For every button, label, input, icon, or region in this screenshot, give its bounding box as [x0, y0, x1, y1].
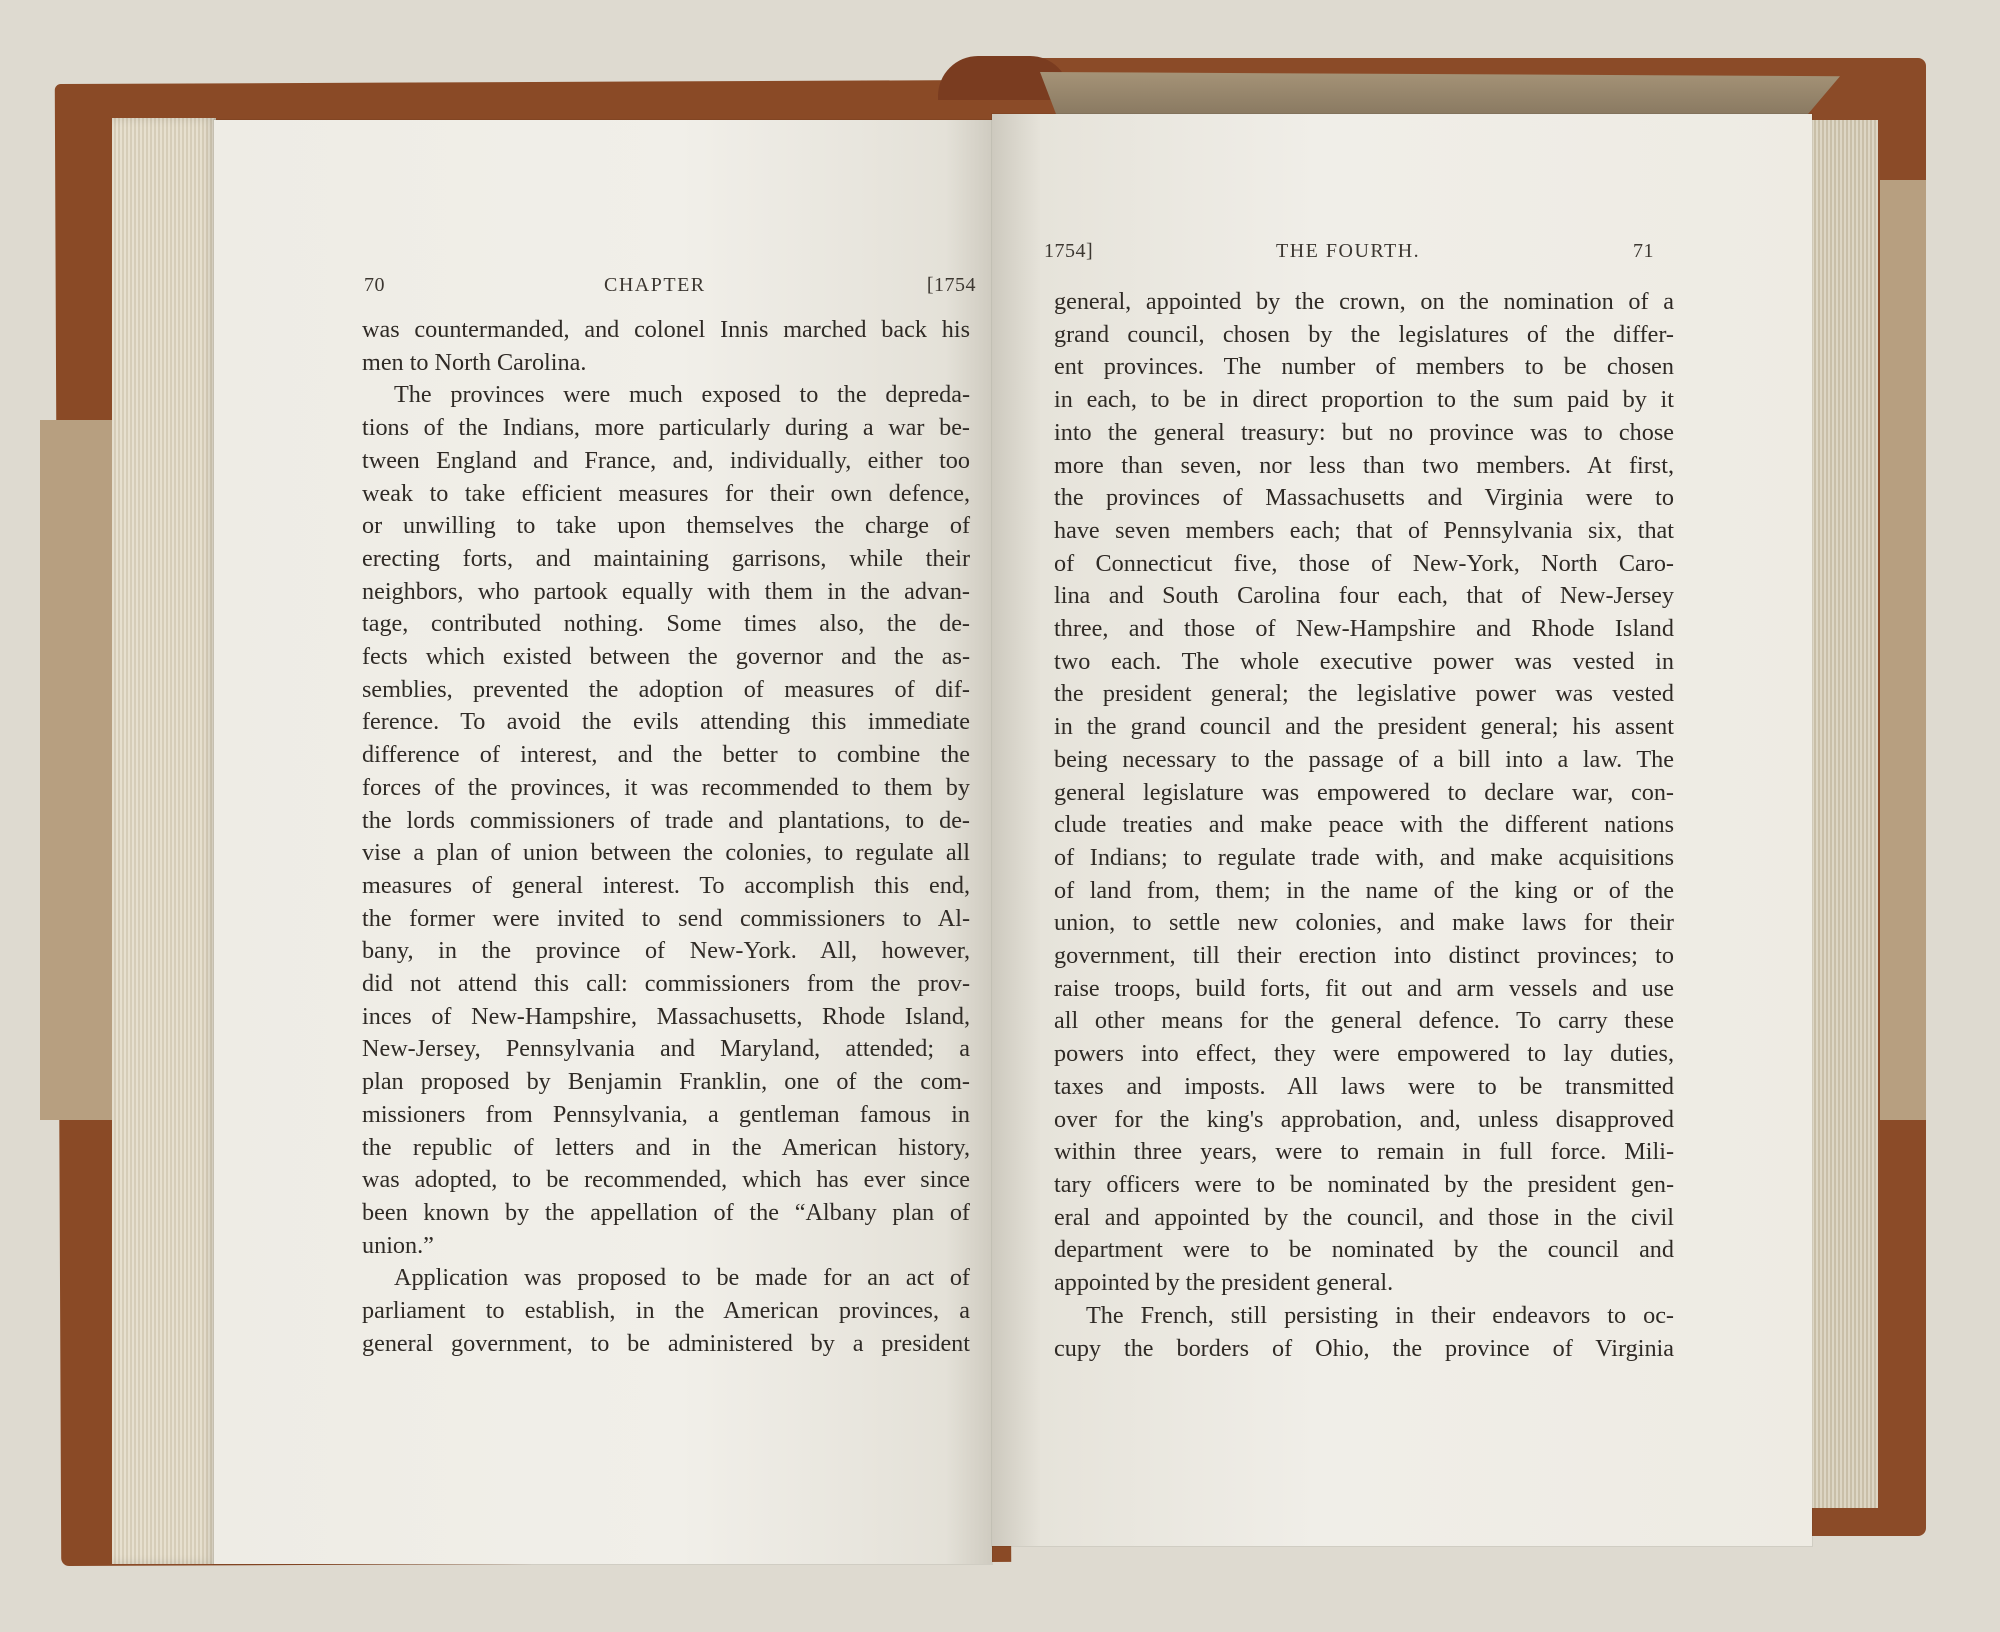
text-line: being necessary to the passage of a bill into a law. The — [1054, 745, 1674, 773]
text-line: ference. To avoid the evils attending this immediate — [362, 708, 970, 736]
text-line: general government, to be administered by a president — [362, 1329, 970, 1357]
right-page-number: 71 — [1633, 240, 1654, 262]
text-line: been known by the appellation of the “Albany plan of — [362, 1198, 970, 1226]
text-line: tage, contributed nothing. Some times also, the de- — [362, 610, 970, 638]
text-line: appointed by the president general. — [1054, 1269, 1394, 1297]
text-line: the former were invited to send commissioners to Al- — [362, 904, 970, 932]
text-line: inces of New-Hampshire, Massachusetts, Rhode Island, — [362, 1002, 970, 1030]
text-line: was countermanded, and colonel Innis marched back his — [362, 316, 970, 343]
text-line: The French, still persisting in their endeavors to oc- — [1086, 1301, 1674, 1329]
left-body-text — [362, 314, 970, 1361]
left-running-year: [1754 — [926, 274, 976, 296]
text-line: all other means for the general defence. To carry these — [1054, 1007, 1674, 1035]
text-line: department were to be nominated by the council and — [1054, 1236, 1674, 1264]
text-line: ent provinces. The number of members to be chosen — [1054, 353, 1674, 381]
text-line: more than seven, nor less than two members. At first, — [1054, 451, 1674, 479]
text-line: general legislature was empowered to declare war, con- — [1054, 778, 1674, 806]
top-page-edge — [1040, 72, 1840, 114]
right-running-title: THE FOURTH. — [1276, 240, 1421, 262]
text-line: did not attend this call: commissioners from the prov- — [362, 970, 970, 998]
text-line: the lords commissioners of trade and plantations, to de- — [362, 806, 970, 834]
text-line: cupy the borders of Ohio, the province of Virginia — [1054, 1334, 1674, 1362]
text-line: within three years, were to remain in full force. Mili- — [1054, 1138, 1674, 1166]
text-line: of land from, them; in the name of the king or of the — [1054, 876, 1674, 904]
text-line: missioners from Pennsylvania, a gentleman famous in — [362, 1100, 970, 1128]
text-line: The provinces were much exposed to the depreda- — [394, 381, 970, 409]
text-line: tions of the Indians, more particularly during a war be- — [362, 414, 970, 442]
text-line: union, to settle new colonies, and make laws for their — [1054, 909, 1674, 937]
right-running-year: 1754] — [1044, 240, 1094, 262]
text-line: vise a plan of union between the colonies, to regulate all — [362, 839, 970, 867]
text-line: the republic of letters and in the American history, — [362, 1133, 970, 1161]
text-line: plan proposed by Benjamin Franklin, one of the com- — [362, 1068, 970, 1096]
text-line: men to North Carolina. — [362, 348, 587, 376]
text-line: erecting forts, and maintaining garrisons, while their — [362, 544, 970, 572]
text-line: parliament to establish, in the American provinces, a — [362, 1297, 970, 1325]
right-page-stack — [1808, 120, 1878, 1508]
left-cloth-panel — [40, 420, 114, 1120]
left-page-stack — [112, 118, 216, 1564]
text-line: powers into effect, they were empowered to lay duties, — [1054, 1040, 1674, 1068]
text-line: semblies, prevented the adoption of measures of dif- — [362, 675, 970, 703]
text-line: two each. The whole executive power was vested in — [1054, 647, 1674, 675]
text-line: of Indians; to regulate trade with, and make acquisitions — [1054, 843, 1674, 871]
left-page-number: 70 — [364, 274, 385, 296]
text-line: tween England and France, and, individually, either too — [362, 446, 970, 474]
text-line: three, and those of New-Hampshire and Rhode Island — [1054, 615, 1674, 643]
text-line: eral and appointed by the council, and those in the civil — [1054, 1203, 1674, 1231]
text-line: the provinces of Massachusetts and Virginia were to — [1054, 484, 1674, 512]
text-line: fects which existed between the governor and the as- — [362, 643, 970, 671]
text-line: have seven members each; that of Pennsylvania six, that — [1054, 516, 1674, 544]
text-line: tary officers were to be nominated by the president gen- — [1054, 1170, 1674, 1198]
text-line: union.” — [362, 1231, 434, 1259]
text-line: bany, in the province of New-York. All, however, — [362, 937, 970, 965]
text-line: was adopted, to be recommended, which has ever since — [362, 1166, 970, 1194]
text-line: weak to take efficient measures for their own defence, — [362, 479, 970, 507]
text-line: in the grand council and the president general; his assent — [1054, 713, 1674, 741]
text-line: clude treaties and make peace with the different nations — [1054, 811, 1674, 839]
text-line: into the general treasury: but no province was to chose — [1054, 418, 1674, 446]
text-line: government, till their erection into distinct provinces; to — [1054, 942, 1674, 970]
right-cloth-panel — [1880, 180, 1926, 1120]
text-line: Application was proposed to be made for an act of — [394, 1264, 970, 1292]
text-line: in each, to be in direct proportion to the sum paid by it — [1054, 386, 1674, 414]
text-line: measures of general interest. To accomplish this end, — [362, 871, 970, 899]
text-line: grand council, chosen by the legislatures of the differ- — [1054, 320, 1674, 348]
text-line: neighbors, who partook equally with them in the advan- — [362, 577, 970, 605]
text-line: the president general; the legislative power was vested — [1054, 680, 1674, 708]
text-line: lina and South Carolina four each, that of New-Jersey — [1054, 582, 1674, 610]
text-line: taxes and imposts. All laws were to be transmitted — [1054, 1072, 1674, 1100]
text-line: difference of interest, and the better to combine the — [362, 741, 970, 769]
text-line: of Connecticut five, those of New-York, North Caro- — [1054, 549, 1674, 577]
text-line: raise troops, build forts, fit out and arm vessels and use — [1054, 974, 1674, 1002]
right-body-text — [1054, 286, 1674, 1365]
text-line: New-Jersey, Pennsylvania and Maryland, attended; a — [362, 1035, 970, 1063]
text-line: general, appointed by the crown, on the nomination of a — [1054, 288, 1674, 315]
text-line: forces of the provinces, it was recommended to them by — [362, 773, 970, 801]
text-line: over for the king's approbation, and, unless disapproved — [1054, 1105, 1674, 1133]
text-line: or unwilling to take upon themselves the charge of — [362, 512, 970, 540]
left-running-title: CHAPTER — [604, 274, 706, 296]
